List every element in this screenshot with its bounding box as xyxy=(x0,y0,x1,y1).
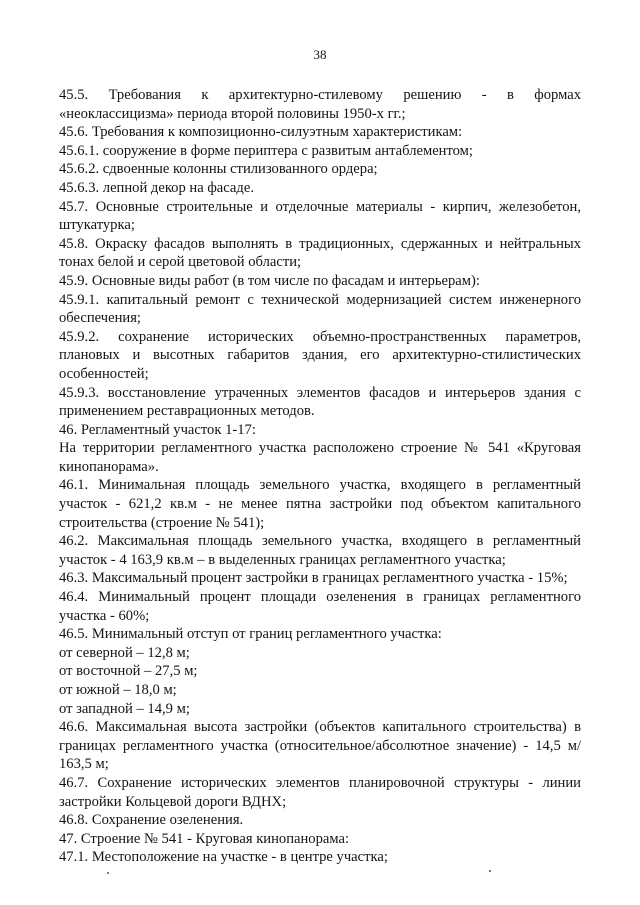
paragraph-46-7: 46.7. Сохранение исторических элементов планировочной структуры - линии застройки Кольцевой дороги ВДНХ; xyxy=(59,774,581,810)
paragraph-45-9-3: 45.9.3. восстановление утраченных элементов фасадов и интерьеров здания с применением реставрационных методов. xyxy=(59,384,581,420)
paragraph-45-6: 45.6. Требования к композиционно-силуэтным характеристикам: xyxy=(59,124,463,141)
paragraph-45-8: 45.8. Окраску фасадов выполнять в традиционных, сдержанных и нейтральных тонах белой и серой цветовой области; xyxy=(59,235,581,271)
paragraph-45-6-1: 45.6.1. сооружение в форме периптера с развитым антаблементом; xyxy=(59,142,473,159)
paragraph-46-5: 46.5. Минимальный отступ от границ регламентного участка: xyxy=(59,626,442,643)
paragraph-46-6: 46.6. Максимальная высота застройки (объектов капитального строительства) в границах регламентного участка (относительное/абсолютное значение) - 14,5 м/ 163,5 м; xyxy=(59,719,581,773)
setback-south: от южной – 18,0 м; xyxy=(59,682,177,698)
scan-speck xyxy=(489,870,491,872)
paragraph-46-2: 46.2. Максимальная площадь земельного участка, входящего в регламентный участок - 4 163,9 кв.м – в выделенных границах регламентного участка; xyxy=(59,533,581,568)
paragraph-45-9: 45.9. Основные виды работ (в том числе по фасадам и интерьерам): xyxy=(59,272,480,289)
setback-north: от северной – 12,8 м; xyxy=(59,644,190,661)
paragraph-45-6-3: 45.6.3. лепной декор на фасаде. xyxy=(59,179,254,196)
document-body xyxy=(59,86,581,867)
scan-speck xyxy=(107,872,109,874)
paragraph-46-4: 46.4. Минимальный процент площади озеленения в границах регламентного участка - 60%; xyxy=(59,589,581,624)
paragraph-46-8: 46.8. Сохранение озеленения. xyxy=(59,812,244,829)
paragraph-45-5: 45.5. Требования к архитектурно-стилевому решению - в формах «неоклассицизма» периода второй половины 1950-х гг.; xyxy=(59,87,581,122)
paragraph-45-6-2: 45.6.2. сдвоенные колонны стилизованного ордера; xyxy=(59,161,378,178)
paragraph-45-9-2: 45.9.2. сохранение исторических объемно-пространственных параметров, плановых и высотных габаритов здания, его архитектурно-стилистических особенностей; xyxy=(59,328,581,382)
paragraph-46-1: 46.1. Минимальная площадь земельного участка, входящего в регламентный участок - 621,2 кв.м - не менее пятна застройки под объектом капитального строительства (строение № 541); xyxy=(59,477,581,531)
paragraph-45-9-1: 45.9.1. капитальный ремонт с технической модернизацией систем инженерного обеспечения; xyxy=(59,291,581,327)
paragraph-46-intro: На территории регламентного участка расположено строение № 541 «Круговая кинопанорама». xyxy=(59,440,581,475)
section-heading-46: 46. Регламентный участок 1-17: xyxy=(59,421,256,438)
setback-east: от восточной – 27,5 м; xyxy=(59,663,198,680)
setback-west: от западной – 14,9 м; xyxy=(59,700,190,717)
page-number: 38 xyxy=(313,47,327,62)
section-heading-47: 47. Строение № 541 - Круговая кинопанорама: xyxy=(59,830,350,847)
paragraph-47-1: 47.1. Местоположение на участке - в центре участка; xyxy=(59,849,388,866)
paragraph-46-3: 46.3. Максимальный процент застройки в границах регламентного участка - 15%; xyxy=(59,570,568,587)
paragraph-45-7: 45.7. Основные строительные и отделочные материалы - кирпич, железобетон, штукатурка; xyxy=(59,198,581,234)
